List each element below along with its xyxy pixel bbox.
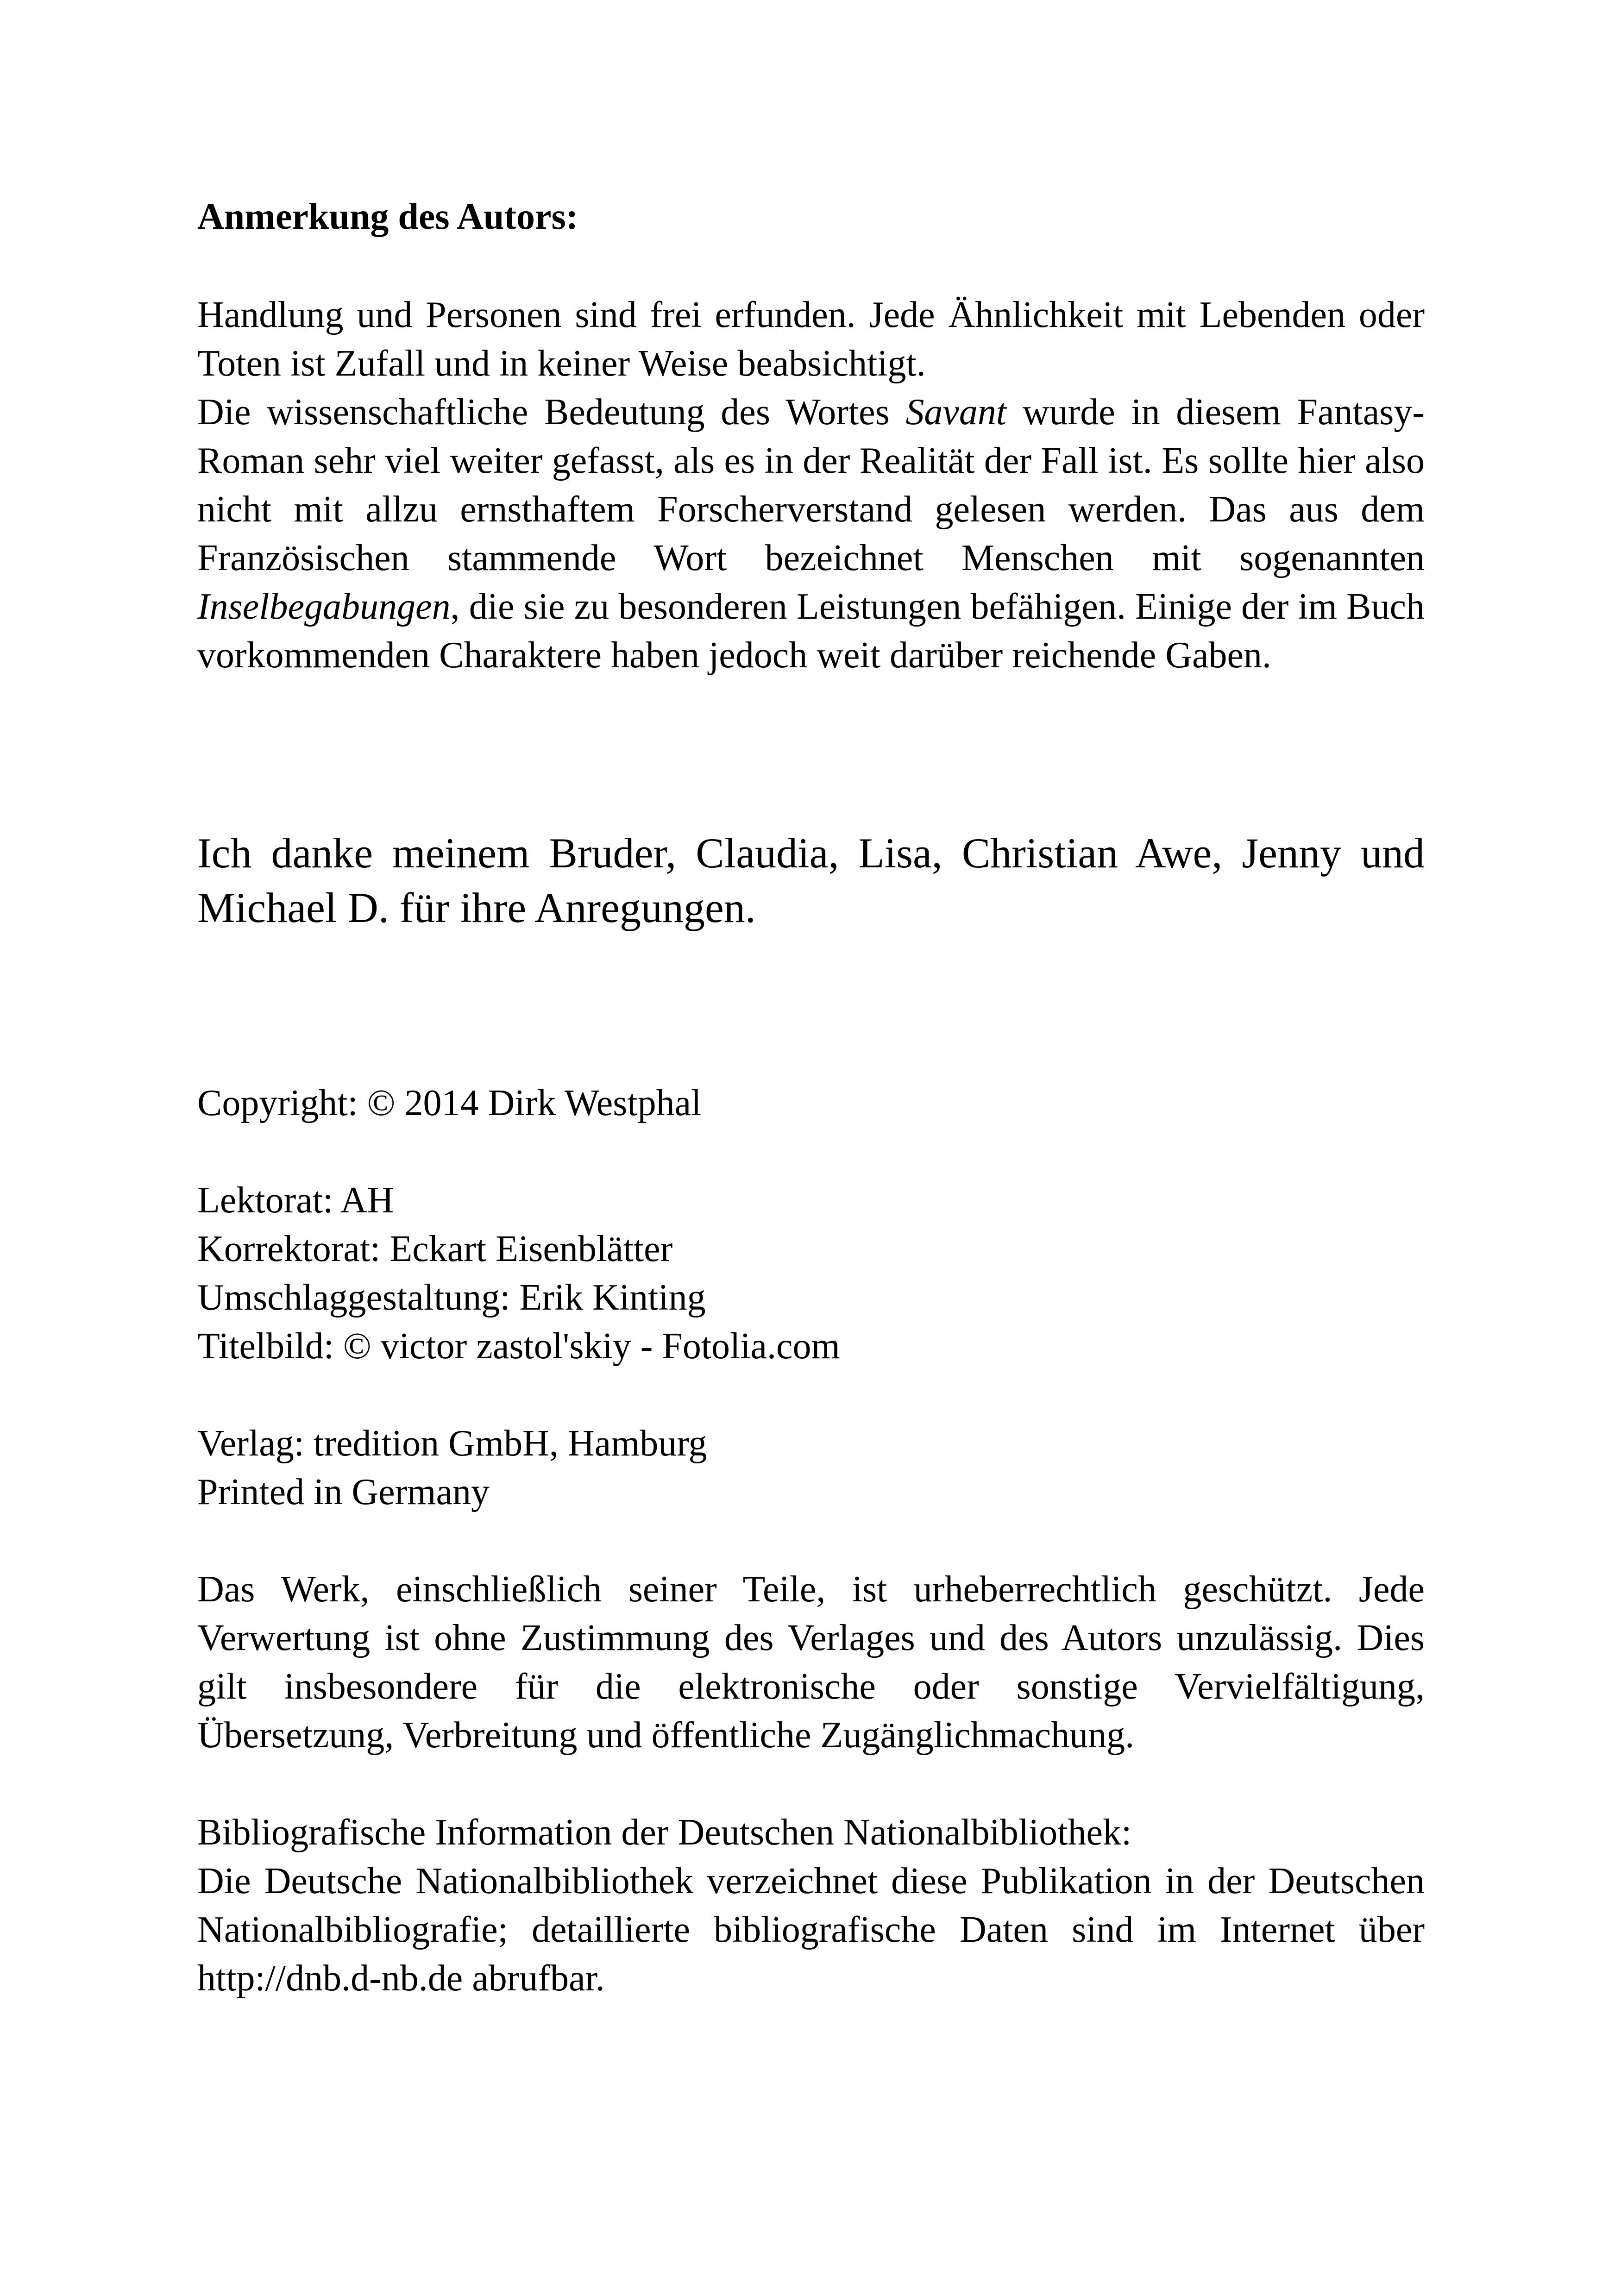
author-note-heading: Anmerkung des Autors: bbox=[197, 196, 578, 237]
savant-text-after: , die sie zu besonderen Leistungen befähigen. Einige der im Buch vorkommenden Charaktere haben jedoch weit darüber reichende Gaben. bbox=[197, 586, 1425, 676]
savant-term: Savant bbox=[905, 392, 1007, 433]
copyright-line: Copyright: © 2014 Dirk Westphal bbox=[197, 1083, 702, 1123]
author-note-paragraph-disclaimer: Handlung und Personen sind frei erfunden. Jede Ähnlichkeit mit Lebenden oder Toten ist Zufall und in keiner Weise beabsichtigt. bbox=[197, 295, 1425, 384]
rights-notice: Das Werk, einschließlich seiner Teile, ist urheberrechtlich geschützt. Jede Verwertung ist ohne Zustimmung des Verlages und des Autors unzulässig. Dies gilt insbesondere für die elektronische oder sonstige Vervielfältigung, Übersetzung, Verbreitung und öffentliche Zugänglichmachung. bbox=[197, 1569, 1425, 1756]
inselbegabungen-term: Inselbegabungen bbox=[197, 586, 451, 627]
bibliographic-heading: Bibliografische Information der Deutschen Nationalbibliothek: bbox=[197, 1812, 1132, 1853]
publisher-line: Verlag: tredition GmbH, Hamburg bbox=[197, 1423, 707, 1464]
author-note-body bbox=[197, 291, 1425, 680]
spacer bbox=[197, 1760, 1425, 1808]
savant-text-before: Die wissenschaftliche Bedeutung des Wortes bbox=[197, 392, 906, 433]
spacer bbox=[197, 1371, 1425, 1419]
spacer bbox=[197, 1128, 1425, 1176]
acknowledgements: Ich danke meinem Bruder, Claudia, Lisa, Christian Awe, Jenny und Michael D. für ihre Anregungen. bbox=[197, 829, 1425, 931]
printed-in-line: Printed in Germany bbox=[197, 1472, 490, 1512]
cover-design-line: Umschlaggestaltung: Erik Kinting bbox=[197, 1277, 706, 1318]
lektorat-line: Lektorat: AH bbox=[197, 1180, 394, 1221]
bibliographic-text: Die Deutsche Nationalbibliothek verzeichnet diese Publikation in der Deutschen Nationalbibliografie; detaillierte bibliografische Daten sind im Internet über http://dnb.d-nb.de abrufbar. bbox=[197, 1861, 1425, 1999]
korrektorat-line: Korrektorat: Eckart Eisenblätter bbox=[197, 1229, 673, 1269]
spacer bbox=[197, 1517, 1425, 1565]
cover-image-credit-line: Titelbild: © victor zastol'skiy - Fotolia.com bbox=[197, 1326, 840, 1367]
imprint bbox=[197, 1079, 1425, 2003]
savant-text-middle: wurde in diesem Fantasy-Roman sehr viel weiter gefasst, als es in der Realität der Fall ist. Es sollte hier also nicht mit allzu ernsthaftem Forscherverstand gelesen werden. Das aus dem Französischen stammende Wort bezeichnet Menschen mit sogenannten bbox=[197, 392, 1425, 578]
author-note-paragraph-savant bbox=[197, 388, 1425, 680]
